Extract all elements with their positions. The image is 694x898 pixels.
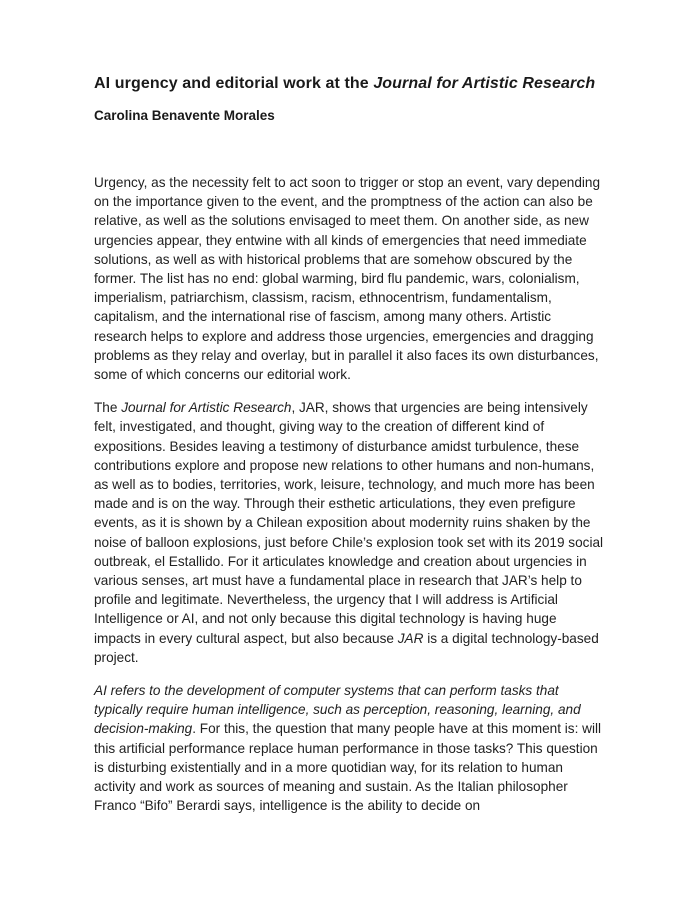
text-run: The [94, 400, 122, 416]
italic-text-run: JAR [397, 630, 424, 646]
body-paragraphs [94, 173, 604, 816]
paragraph [94, 173, 604, 384]
paragraph [94, 681, 604, 815]
text-run: Urgency, as the necessity felt to act soon to trigger or stop an event, vary depending on the importance given to the event, and the promptness of the action can also be relative, as well as the solutions envisaged to meet them. On another side, as new urgencies appear, they entwine with all kinds of emergencies that need immediate solutions, as well as with historical problems that are somehow obscured by the former. The list has no end: global warming, bird flu pandemic, wars, colonialism, imperialism, patriarchism, classism, racism, ethnocentrism, fundamentalism, capitalism, and the international rise of fascism, among many others. Artistic research helps to explore and address those urgencies, emergencies and dragging problems as they relay and overlay, but in parallel it also faces its own disturbances, some of which concerns our editorial work. [94, 175, 601, 383]
italic-text-run: Journal for Artistic Research [121, 400, 292, 416]
italic-text-run: AI refers to the development of computer systems that can perform tasks that typically require human intelligence, such as perception, reasoning, learning, and decision-making [94, 683, 581, 737]
text-run: , JAR, shows that urgencies are being intensively felt, investigated, and thought, giving way to the creation of different kind of expositions. Besides leaving a testimony of disturbance amidst turbulence, these contributions explore and propose new relations to other humans and non-humans, as well as to bodies, territories, work, leisure, technology, and much more has been made and is on the way. Through their esthetic articulations, they even prefigure events, as it is shown by a Chilean exposition about modernity ruins shaken by the noise of balloon explosions, just before Chile’s explosion took set with its 2019 social outbreak, el Estallido. For it articulates knowledge and creation about urgencies in various senses, art must have a fundamental place in research that JAR’s help to profile and legitimate. Nevertheless, the urgency that I will address is Artificial Intelligence or AI, and not only because this digital technology is having huge impacts in every cultural aspect, but also because [94, 400, 604, 646]
author-byline: Carolina Benavente Morales [94, 108, 275, 123]
page-title-text: AI urgency and editorial work at the [94, 75, 374, 92]
page-title-journal-name: Journal for Artistic Research [373, 75, 596, 92]
text-run: . For this, the question that many people have at this moment is: will this artificial performance replace human performance in those tasks? This question is disturbing existentially and in a more quotidian way, for its relation to human activity and work as sources of meaning and sustain. As the Italian philosopher Franco “Bifo” Berardi says, intelligence is the ability to decide on [94, 721, 602, 814]
document-content [94, 74, 604, 830]
text-run: is a digital technology-based project. [94, 630, 599, 665]
paragraph [94, 398, 604, 667]
page-title [94, 74, 604, 94]
